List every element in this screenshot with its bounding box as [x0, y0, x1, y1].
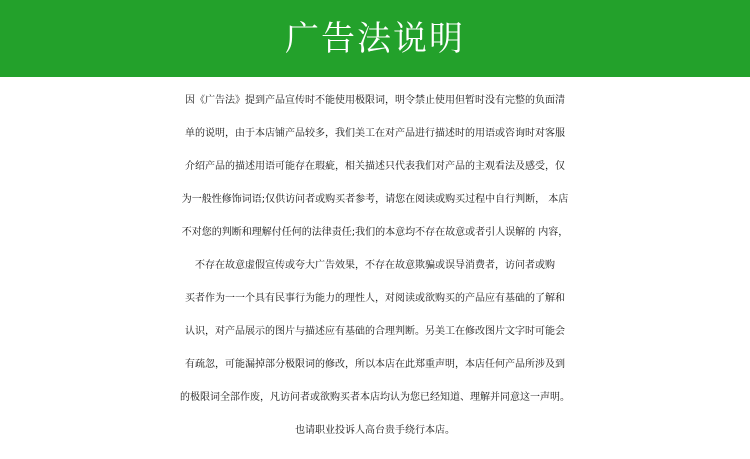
- notice-line-9: 有疏忽，可能漏掉部分极限词的修改，所以本店在此郑重声明，本店任何产品所涉及到: [185, 359, 565, 370]
- notice-line-4: 为一般性修饰词语;仅供访问者或购买者参考，请您在阅读或购买过程中自行判断， 本店: [181, 194, 569, 205]
- notice-line-5: 不对您的判断和理解付任何的法律责任;我们的本意均不存在故意或者引人误解的 内容，: [181, 227, 569, 238]
- notice-line-2: 单的说明，由于本店铺产品较多，我们美工在对产品进行描述时的用语或咨询时对客服: [185, 128, 565, 139]
- notice-line-3: 介绍产品的描述用语可能存在瑕疵，相关描述只代表我们对产品的主观看法及感受，仅: [185, 161, 565, 172]
- notice-line-11: 也请职业投诉人高台贵手绕行本店。: [295, 425, 455, 436]
- page-title: 广告法说明: [285, 18, 465, 59]
- title-banner: [0, 0, 750, 77]
- notice-line-1: 因《广告法》提到产品宣传时不能使用极限词，明令禁止使用但暂时没有完整的负面清: [185, 95, 565, 106]
- notice-line-10: 的极限词全部作废，凡访问者或欲购买者本店均认为您已经知道、理解并同意这一声明。: [180, 392, 570, 403]
- notice-line-8: 认识，对产品展示的图片与描述应有基础的合理判断。另美工在修改图片文字时可能会: [185, 326, 565, 337]
- notice-line-6: 不存在故意虚假宣传或夸大广告效果，不存在故意欺骗或误导消费者，访问者或购: [195, 260, 555, 271]
- notice-line-7: 买者作为一一个具有民事行为能力的理性人，对阅读或欲购买的产品应有基础的了解和: [185, 293, 565, 304]
